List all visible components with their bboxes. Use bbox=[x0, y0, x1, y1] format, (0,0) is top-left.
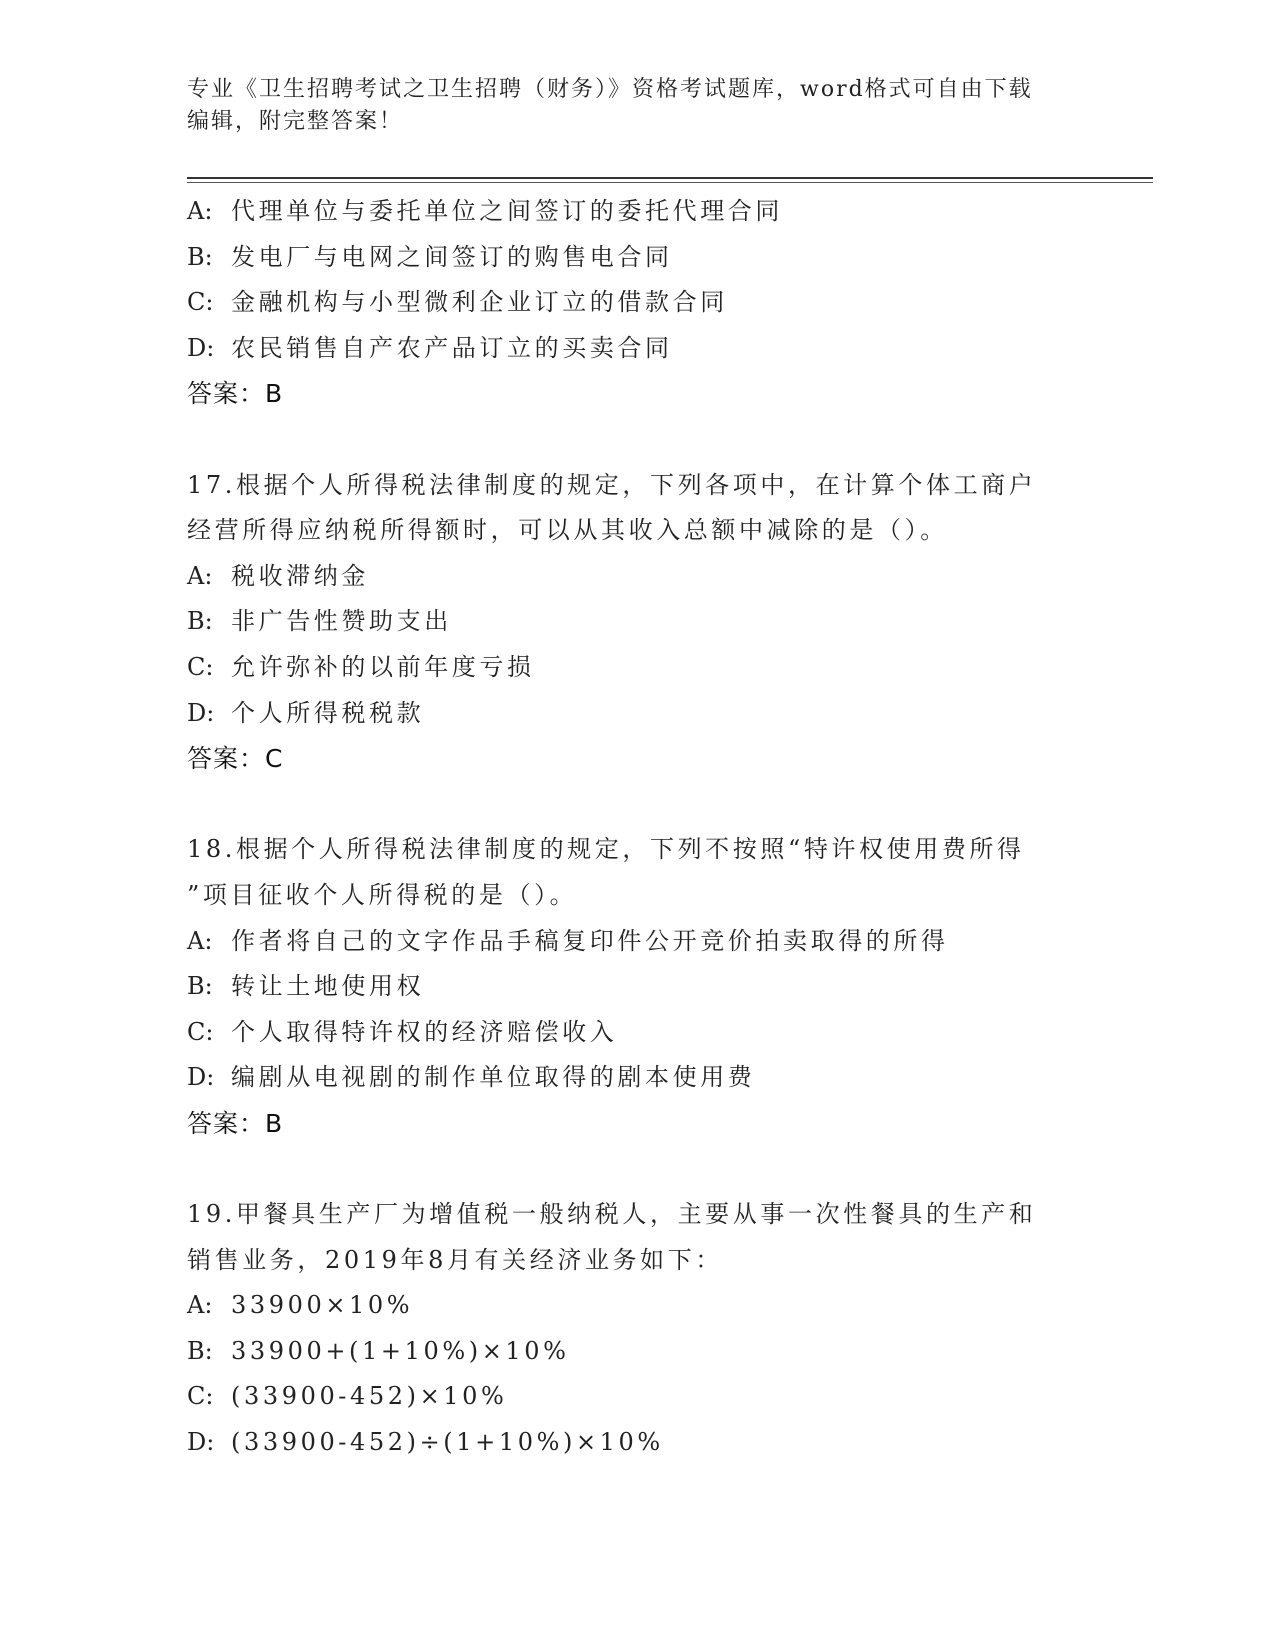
option-text: 金融机构与小型微利企业订立的借款合同 bbox=[231, 288, 728, 317]
option-label: B: bbox=[187, 607, 213, 636]
answer: 答案：B bbox=[187, 379, 284, 409]
option-label: B: bbox=[187, 242, 213, 271]
option-text: (33900-452)×10% bbox=[231, 1382, 508, 1411]
option-label: A: bbox=[187, 1291, 213, 1320]
option-text: 发电厂与电网之间签订的购售电合同 bbox=[231, 242, 673, 271]
option-text: 33900×10% bbox=[231, 1291, 414, 1320]
option-b bbox=[187, 1329, 1087, 1375]
option-text: 个人所得税税款 bbox=[231, 698, 425, 727]
option-b bbox=[187, 235, 1087, 281]
header-line-2: 编辑，附完整答案！ bbox=[187, 109, 404, 134]
option-text: 允许弥补的以前年度亏损 bbox=[231, 652, 535, 681]
option-label: A: bbox=[187, 197, 213, 225]
option-d bbox=[187, 691, 1087, 737]
option-b bbox=[187, 599, 1087, 645]
question-19 bbox=[187, 1192, 1087, 1466]
option-label: A: bbox=[187, 561, 213, 590]
spacer bbox=[187, 782, 1087, 828]
option-a bbox=[187, 919, 1087, 965]
question-stem-line: 19.甲餐具生产厂为增值税一般纳税人，主要从事一次性餐具的生产和 bbox=[187, 1200, 1037, 1229]
spacer bbox=[187, 1146, 1087, 1192]
option-label: B: bbox=[187, 1336, 213, 1365]
option-c bbox=[187, 1374, 1087, 1420]
option-text: (33900-452)÷(1+10%)×10% bbox=[231, 1428, 664, 1457]
header-rule-thick bbox=[187, 177, 1153, 179]
option-text: 33900+(1+10%)×10% bbox=[231, 1336, 570, 1365]
option-text: 作者将自己的文字作品手稿复印件公开竞价拍卖取得的所得 bbox=[231, 926, 949, 955]
option-label: A: bbox=[187, 926, 213, 955]
option-label: B: bbox=[187, 972, 213, 1001]
question-17 bbox=[187, 463, 1087, 782]
option-a bbox=[187, 189, 1087, 235]
answer: 答案：C bbox=[187, 744, 284, 774]
option-c bbox=[187, 280, 1087, 326]
option-text: 农民销售自产农产品订立的买卖合同 bbox=[231, 333, 673, 362]
option-text: 代理单位与委托单位之间签订的委托代理合同 bbox=[231, 197, 783, 225]
option-text: 非广告性赞助支出 bbox=[231, 607, 452, 636]
document-header bbox=[187, 74, 1087, 138]
option-text: 转让土地使用权 bbox=[231, 972, 425, 1001]
option-d bbox=[187, 1420, 1087, 1466]
question-stem-line: 销售业务，2019年8月有关经济业务如下： bbox=[187, 1245, 723, 1274]
option-c bbox=[187, 1010, 1087, 1056]
option-text: 个人取得特许权的经济赔偿收入 bbox=[231, 1017, 618, 1046]
option-label: C: bbox=[187, 1382, 214, 1411]
option-b bbox=[187, 964, 1087, 1010]
option-a bbox=[187, 554, 1087, 600]
option-label: D: bbox=[187, 1063, 215, 1092]
option-c bbox=[187, 645, 1087, 691]
question-stem-line: ”项目征收个人所得税的是（）。 bbox=[187, 880, 578, 909]
question-stem-line: 17.根据个人所得税法律制度的规定，下列各项中，在计算个体工商户 bbox=[187, 470, 1037, 499]
question-16 bbox=[187, 189, 1087, 417]
option-a bbox=[187, 1283, 1087, 1329]
question-stem-line: 经营所得应纳税所得额时，可以从其收入总额中减除的是（）。 bbox=[187, 516, 948, 545]
question-18 bbox=[187, 827, 1087, 1146]
header-rule-thin bbox=[187, 182, 1153, 183]
option-d bbox=[187, 326, 1087, 372]
question-stem-line: 18.根据个人所得税法律制度的规定，下列不按照“特许权使用费所得 bbox=[187, 835, 1025, 864]
question-list bbox=[187, 189, 1087, 1466]
option-text: 税收滞纳金 bbox=[231, 561, 369, 590]
option-label: D: bbox=[187, 1428, 215, 1457]
option-label: C: bbox=[187, 1017, 214, 1046]
header-line-1: 专业《卫生招聘考试之卫生招聘（财务）》资格考试题库，word格式可自由下载 bbox=[187, 77, 1033, 102]
answer: 答案：B bbox=[187, 1108, 284, 1138]
option-label: D: bbox=[187, 333, 215, 362]
option-label: D: bbox=[187, 698, 215, 727]
option-text: 编剧从电视剧的制作单位取得的剧本使用费 bbox=[231, 1063, 756, 1092]
option-label: C: bbox=[187, 652, 214, 681]
option-d bbox=[187, 1055, 1087, 1101]
spacer bbox=[187, 417, 1087, 463]
option-label: C: bbox=[187, 288, 214, 317]
